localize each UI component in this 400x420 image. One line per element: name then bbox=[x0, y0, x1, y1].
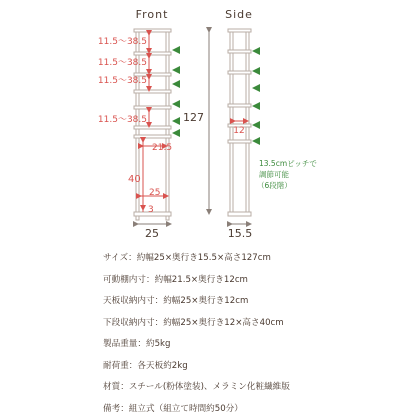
green-arrow-icon bbox=[252, 84, 260, 92]
front-bottom-width-label: 25 bbox=[149, 188, 160, 198]
spec-row bbox=[103, 399, 398, 420]
green-arrow-icon bbox=[172, 100, 180, 108]
spec-label: 天板収納内寸 bbox=[103, 296, 155, 306]
spec-separator: ： bbox=[155, 296, 164, 306]
spec-separator: ： bbox=[129, 361, 138, 371]
side-shelf bbox=[228, 29, 251, 32]
spec-label: 材質 bbox=[103, 382, 120, 392]
spec-value: 各天板約2kg bbox=[137, 361, 187, 371]
side-inner-depth-label: 12 bbox=[233, 126, 244, 136]
front-base-height-label: 3 bbox=[148, 205, 154, 215]
front-inner-width-label: 21.5 bbox=[152, 143, 172, 153]
front-bottom-height-label: 40 bbox=[128, 174, 141, 185]
front-level-arrows bbox=[172, 46, 180, 137]
side-note-line: （6段階） bbox=[257, 180, 292, 190]
front-shelf bbox=[134, 52, 171, 55]
front-shelf bbox=[134, 126, 171, 129]
spec-label: サイズ bbox=[103, 253, 128, 263]
front-shelf-top bbox=[134, 29, 171, 32]
spec-label: 製品重量 bbox=[103, 339, 137, 349]
spec-separator: ： bbox=[137, 339, 146, 349]
front-view bbox=[98, 8, 180, 240]
side-back-post bbox=[246, 30, 249, 216]
side-note-line: 13.5cmピッチで bbox=[259, 159, 317, 168]
green-arrow-icon bbox=[172, 117, 180, 125]
side-shelf bbox=[228, 140, 251, 143]
side-shelf bbox=[228, 71, 251, 74]
green-arrow-icon bbox=[252, 47, 260, 55]
spec-value: 約幅25×奥行き15.5×高さ127cm bbox=[137, 253, 271, 263]
spec-value: 約幅21.5×奥行き12cm bbox=[155, 275, 248, 285]
front-width-label: 25 bbox=[145, 227, 159, 240]
side-front-post bbox=[230, 30, 233, 216]
green-arrow-icon bbox=[252, 121, 260, 129]
side-depth-label: 15.5 bbox=[228, 227, 253, 240]
green-arrow-icon bbox=[172, 66, 180, 74]
spec-label: 備考 bbox=[103, 404, 120, 414]
green-arrow-icon bbox=[172, 80, 180, 88]
side-height-label: 127 bbox=[183, 111, 204, 124]
spec-value: スチール(粉体塗装)、メラミン化粧繊維版 bbox=[129, 382, 290, 392]
spec-row bbox=[103, 377, 398, 399]
front-shelf-bottom-top bbox=[134, 135, 171, 138]
front-title: Front bbox=[136, 8, 169, 21]
spec-value: 約幅25×奥行き12cm bbox=[163, 296, 248, 306]
green-arrow-icon bbox=[172, 129, 180, 137]
front-right-post bbox=[166, 30, 169, 220]
spec-separator: ： bbox=[128, 253, 137, 263]
green-arrow-icon bbox=[252, 137, 260, 145]
spec-separator: ： bbox=[120, 382, 129, 392]
spec-label: 耐荷重 bbox=[103, 361, 129, 371]
spec-row bbox=[103, 313, 398, 335]
spec-separator: ： bbox=[120, 404, 129, 414]
spec-row bbox=[103, 356, 398, 378]
side-title: Side bbox=[225, 8, 253, 21]
side-level-arrows bbox=[252, 47, 260, 145]
front-spacing-label: 11.5～38.5 bbox=[98, 58, 147, 68]
spec-label: 下段収納内寸 bbox=[103, 318, 155, 328]
green-arrow-icon bbox=[172, 46, 180, 54]
side-note-line: 調節可能 bbox=[259, 169, 289, 179]
front-spacing-label: 11.5～38.5 bbox=[98, 76, 147, 86]
front-shelf bbox=[134, 106, 171, 109]
spec-list bbox=[103, 248, 398, 420]
side-shelf bbox=[228, 104, 251, 107]
front-spacing-label: 11.5～38.5 bbox=[98, 37, 147, 47]
spec-value: 組立式（組立て時間約50分） bbox=[129, 404, 243, 414]
spec-separator: ： bbox=[155, 318, 164, 328]
spec-value: 約幅25×奥行き12×高さ40cm bbox=[163, 318, 283, 328]
spec-label: 可動棚内寸 bbox=[103, 275, 146, 285]
spec-row bbox=[103, 334, 398, 356]
green-arrow-icon bbox=[252, 102, 260, 110]
green-arrow-icon bbox=[252, 67, 260, 75]
side-base bbox=[228, 212, 251, 216]
spec-row bbox=[103, 270, 398, 292]
spec-separator: ： bbox=[146, 275, 155, 285]
spec-row bbox=[103, 291, 398, 313]
front-shelf bbox=[134, 90, 171, 93]
side-shelf bbox=[228, 50, 251, 53]
side-view bbox=[183, 8, 317, 240]
front-spacing-label: 11.5～38.5 bbox=[98, 115, 147, 125]
spec-row bbox=[103, 248, 398, 270]
spec-value: 約5kg bbox=[146, 339, 171, 349]
